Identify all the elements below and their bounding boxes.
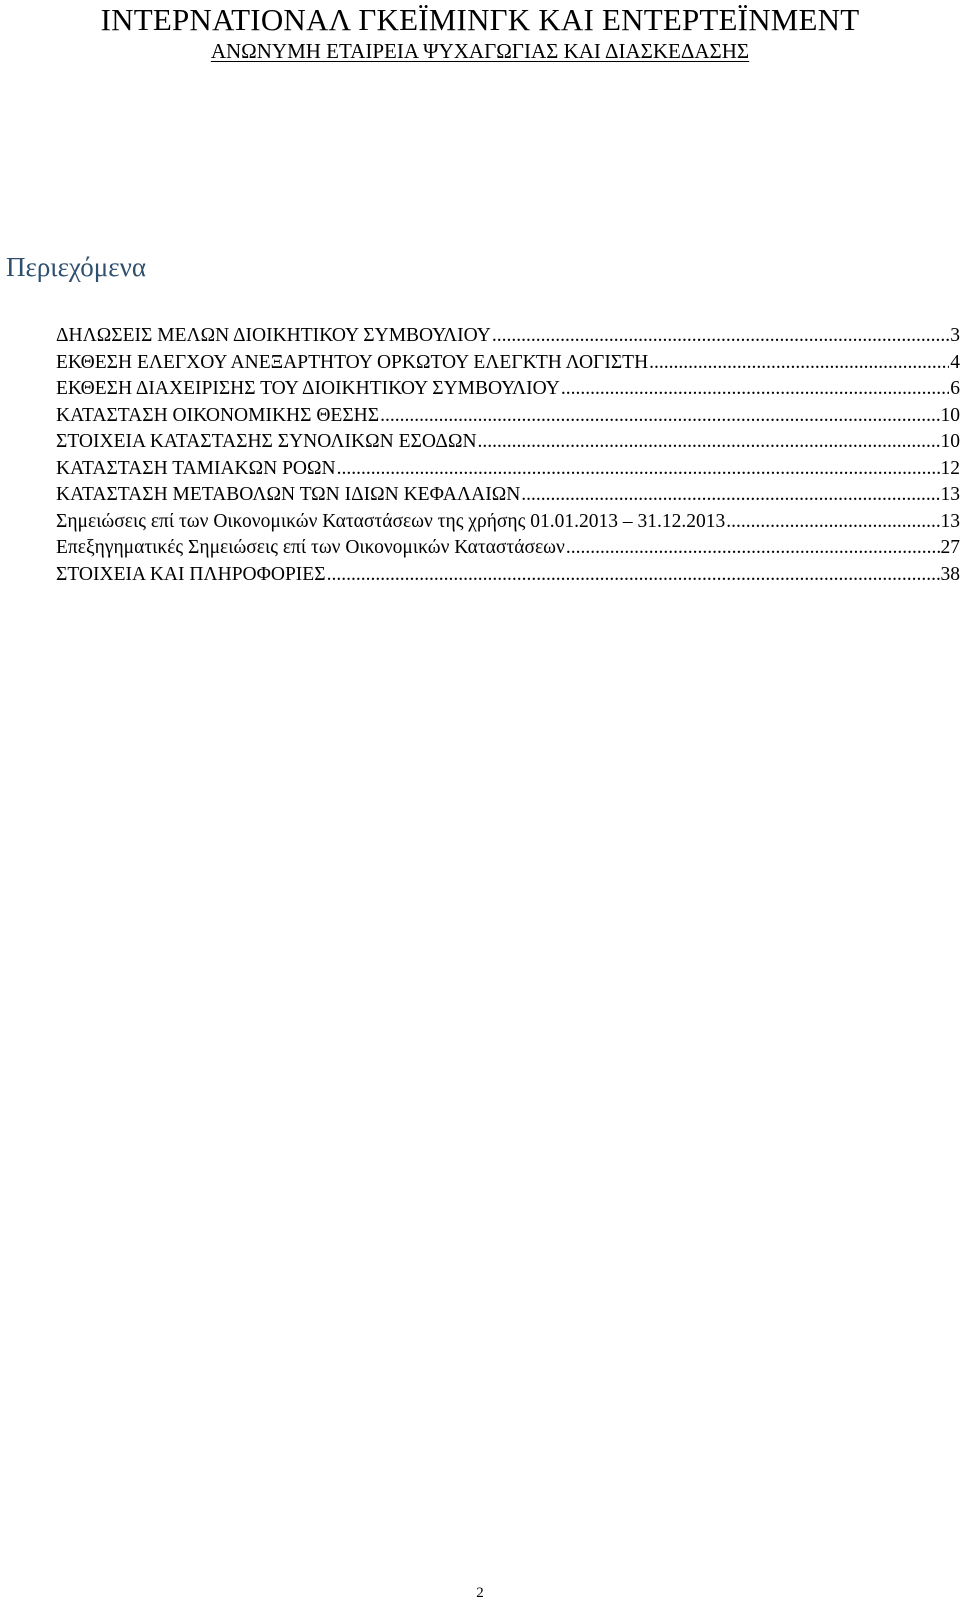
toc-entry-page: 38 <box>940 563 960 585</box>
toc-entry-comprehensive-income[interactable] <box>56 429 960 456</box>
toc-entry-title: ΣΤΟΙΧΕΙΑ ΚΑΙ ΠΛΗΡΟΦΟΡΙΕΣ <box>56 563 326 585</box>
toc-dot-leader <box>566 535 940 562</box>
toc-entry-equity-changes[interactable] <box>56 482 960 509</box>
toc-entry-explanatory-notes[interactable] <box>56 535 960 562</box>
toc-entry-title: Επεξηγηματικές Σημειώσεις επί των Οικονομικών Καταστάσεων <box>56 537 565 558</box>
toc-entry-statements-board-members[interactable] <box>56 323 960 350</box>
toc-entry-page: 27 <box>940 537 960 558</box>
page-number: 2 <box>476 1585 484 1601</box>
company-subtitle: ΑΝΩΝΥΜΗ ΕΤΑΙΡΕΙΑ ΨΥΧΑΓΩΓΙΑΣ ΚΑΙ ΔΙΑΣΚΕΔΑΣΗΣ <box>210 39 750 63</box>
toc-entry-title: ΚΑΤΑΣΤΑΣΗ ΜΕΤΑΒΟΛΩΝ ΤΩΝ ΙΔΙΩΝ ΚΕΦΑΛΑΙΩΝ <box>56 484 521 505</box>
toc-entry-management-report[interactable] <box>56 376 960 403</box>
toc-entry-title: ΚΑΤΑΣΤΑΣΗ ΤΑΜΙΑΚΩΝ ΡΟΩΝ <box>56 457 336 479</box>
table-of-contents <box>56 323 960 588</box>
toc-entry-title: ΕΚΘΕΣΗ ΔΙΑΧΕΙΡΙΣΗΣ ΤΟΥ ΔΙΟΙΚΗΤΙΚΟΥ ΣΥΜΒΟΥΛΙΟΥ <box>56 378 560 399</box>
toc-dot-leader <box>337 456 940 483</box>
toc-entry-title: Σημειώσεις επί των Οικονομικών Καταστάσεων της χρήσης 01.01.2013 – 31.12.2013 <box>56 510 726 532</box>
company-name: ΙΝΤΕΡΝΑΤΙΟΝΑΛ ΓΚΕΪΜΙΝΓΚ ΚΑΙ ΕΝΤΕΡΤΕΪΝΜΕΝΤ <box>100 2 860 37</box>
toc-dot-leader <box>726 509 939 536</box>
document-header <box>0 0 960 64</box>
toc-entry-notes-financial-statements[interactable] <box>56 509 960 536</box>
toc-dot-leader <box>649 350 949 377</box>
toc-dot-leader <box>380 403 939 430</box>
toc-dot-leader <box>521 482 939 509</box>
toc-heading: Περιεχόμενα <box>6 252 146 282</box>
toc-entry-page: 13 <box>940 484 960 505</box>
toc-entry-page: 3 <box>950 325 960 346</box>
toc-entry-cash-flows[interactable] <box>56 456 960 483</box>
toc-entry-page: 10 <box>940 431 960 452</box>
toc-entry-data-and-information[interactable] <box>56 562 960 589</box>
toc-entry-title: ΕΚΘΕΣΗ ΕΛΕΓΧΟΥ ΑΝΕΞΑΡΤΗΤΟΥ ΟΡΚΩΤΟΥ ΕΛΕΓΚΤΗ ΛΟΓΙΣΤΗ <box>56 351 649 373</box>
toc-entry-page: 13 <box>940 510 960 532</box>
toc-dot-leader <box>561 376 949 403</box>
toc-entry-page: 4 <box>950 351 960 373</box>
toc-dot-leader <box>478 429 940 456</box>
toc-entry-page: 10 <box>940 404 960 426</box>
toc-entry-page: 12 <box>940 457 960 479</box>
toc-entry-financial-position[interactable] <box>56 403 960 430</box>
toc-entry-title: ΚΑΤΑΣΤΑΣΗ ΟΙΚΟΝΟΜΙΚΗΣ ΘΕΣΗΣ <box>56 404 380 426</box>
toc-entry-title: ΔΗΛΩΣΕΙΣ ΜΕΛΩΝ ΔΙΟΙΚΗΤΙΚΟΥ ΣΥΜΒΟΥΛΙΟΥ <box>56 325 491 346</box>
toc-entry-title: ΣΤΟΙΧΕΙΑ ΚΑΤΑΣΤΑΣΗΣ ΣΥΝΟΛΙΚΩΝ ΕΣΟΔΩΝ <box>56 431 477 452</box>
toc-entry-auditor-report[interactable] <box>56 350 960 377</box>
toc-entry-page: 6 <box>950 378 960 399</box>
toc-dot-leader <box>492 323 949 350</box>
toc-dot-leader <box>327 562 940 589</box>
